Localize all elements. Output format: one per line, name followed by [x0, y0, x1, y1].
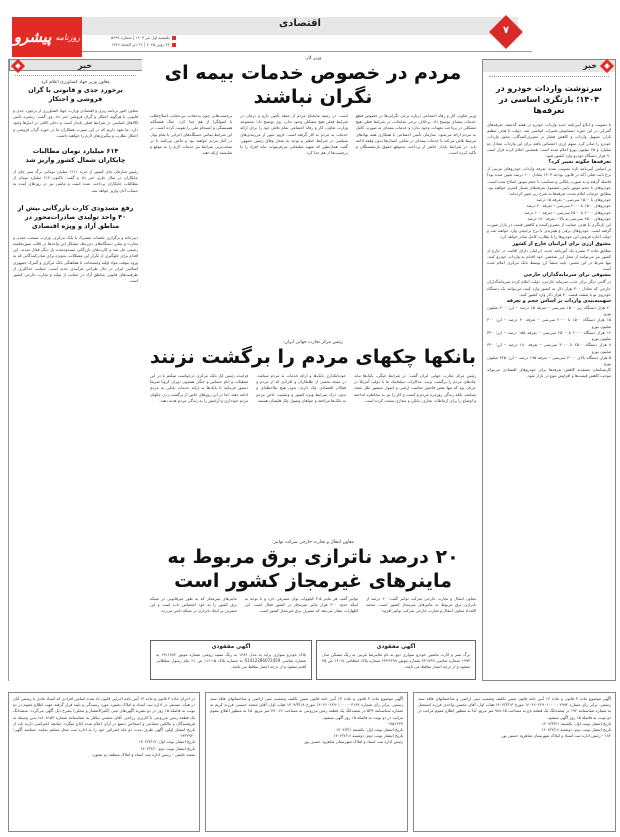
issue-info [86, 34, 176, 48]
ad-text: پلاک خودرو سواری پراید به مدل ۱۳۸۶ به رنگ سفید روغنی شماره موتور ۱۹۱۱۷۸۲ به شماره شاسی S1412286072459 به شماره پلاک ۱۵-۱۱۶ ص ۲۱ بنام رسول سلطانی اقدم مفقود و از درجه اعتبار ساقط می باشد. [156, 652, 306, 670]
ad-text: برگ سبز و کارت ماشین خودرو سواری دوو به نام غلامرضا غریبی به رنگ مشکی مدل ۱۹۹۳ شماره شاسی ۴۴۱۷۹۹ شماره موتور ۲۳۲۴۴۹۹ شماره پلاک انتظامی ۱۷-۱۴ ص ۴۵ مفقود و از درجه اعتبار ساقط می باشد. [322, 652, 471, 670]
story-col: برچسب‌هایی چون بدحجاب، بی‌حجاب، اصلاح‌طلب یا اصولگرا از هم جدا کرد. جنگ هشتگانه همبستگی و انسجام ملی را تقویت کرده است. در این شرایط تمامی دستگاه‌های اجرایی با تمام توان در کنار مردم خواهند بود و تلاش می‌کنند تا در سخت‌ترین شرایط نیز خدمات لازم را به موقع و شایسته ارائه دهند. [150, 113, 233, 156]
notice-date: تاریخ انتشار نوبت اول: یکشنبه ۱۴۰۴/۳/۲۱ [541, 720, 611, 726]
right-para-1: بر اساس آیین‌نامه تازه تصویب شده، تعرفه واردات خودروهای بنزینی از نرخ ثابت قبلی (که در قانون بودجه ۱۴۰۳ معادل ۱۰۰ درصد تعیین شده بود) فاصله گرفته و به صورت پلکانی و متناسب با حجم موتور اصلاح شده است. خودروهای با حجم موتور پایین، مشمول تعرفه‌های بسیار کمتری خواهند بود. مطابق جزئیات اعلام شده، تعرفه‌ها به شرح زیر تغییر کرده‌اند: [487, 166, 611, 197]
story-col: توانیر گفت هر ماینر ۳.۵ کیلووات توان مصرفی دارد و با توجه به اینکه حدود ۳۰۰ هزار ماینر غیرمجاز در کشور فعال است. این اظهارات نشان می‌دهد که مصرف برق غیرمجاز کشور است. [244, 596, 358, 614]
ad-title: آگهی مفقودی [376, 644, 416, 650]
notice-date: تاریخ انتشار نوبت دوم: ۱۴۰۴/۴/۱ [140, 745, 195, 751]
logo-prefix: روزنامه [55, 32, 81, 42]
lost-ad [150, 640, 312, 680]
legal-notice [413, 692, 616, 832]
issue-line-2: ۲۲ ژوئن ۲۰۲۵ | ۲۶ ذی الحجه ۱۴۴۶ [111, 42, 170, 47]
story-headline: ۲۰ درصد ناترازی برق مربوط به ماینرهای غیرمجاز کشور است [167, 546, 459, 592]
quota-item: ۲۰ هزار دستگاه زیر ۱۵۰۰ سی‌سی – تعرفه ۱۵ درصد – ارز: ۲۰۰ میلیون یورو [487, 305, 611, 317]
right-news-column [482, 59, 616, 681]
quota-item: ۱۵ هزار دستگاه ۱۵۰۰ تا ۲۰۰۰ سی‌سی – تعرفه ۴۰ درصد – ارز: ۳۰۰ میلیون یورو [487, 317, 612, 329]
bullet-icon [172, 36, 176, 40]
story-checks [150, 340, 476, 404]
newspaper-logo [12, 17, 82, 57]
left-headline-1: برخورد جدی و قانونی با گران فروشی و احتکار [28, 86, 123, 103]
story-col: فزاینده رئیس کل بانک مرکزی درخواست میکنم تا در این تعطیلات و ایام حساس و جنگی همچون دوران کرونا سریعاً دستور فرمایند تا بانک‌ها به ارائه خدمات بانکی به مردم ادامه دهند. اما در این روزهای خاص از برگشت زدن چکهای مردم خودداری و آرامش را به زندگی مردم هدیه دهند. [149, 373, 249, 403]
left-para-2: رئیس سازمان چای کشور از خرید ۱۲۱۱ میلیارد تومانی برگ سبز چای از چایکاران در سال جاری خبر داد و گفت: تاکنون ۶۱۴ میلیارد تومان از مطالبات چایکاران پرداخت شده است و مابقی نیز در روزهای آینده به حساب آنان واریز خواهد شد. [13, 169, 138, 193]
right-para-3: مطابق ماده ۳ تبصره یک آیین‌نامه جدید، ایرانیان دارای اقامت در خارج از کشور نیز می‌توانند از محل ارز شخصی خود اقدام به واردات خودرو کنند. تنها شرط در این مسیر، تایید منشأ ارز توسط بانک مرکزی اعلام شده است. [487, 247, 612, 272]
left-para-1: معاون امور برنامه ریزی و اقتصادی وزارت جهاد کشاورزی از برخورد جدی و قانونی با هرگونه احتکار و گران فروشی خبر داد. وی گفت: زنجیره تأمین کالاهای اساسی در شرایط فعلی پایدار است و ذخایر کافی در انبارها وجود دارد. ما تعهد داریم که در این صورت همکاران ما در حوزه گران فروشی و احتکار نظارت و پیگیری‌های لازم را خواهند داشت. [13, 108, 138, 138]
news-tag-bar [9, 59, 142, 71]
chevron-icon [600, 59, 614, 73]
story-col: خودبانکداری بانک‌ها و ارائه خدمات به مردم میباشد. در نتیجه بخشی از طلبکاران و افرادی که از مردم و فعالان اقتصادی چک دارند، بدون هیچ ملاحظه‌ای و بدون درک شرایط ویژه کشور و وضعیت خاص مردم به بانک‌ها مراجعه و خواهان وصول چک هایشان هستند. [256, 373, 347, 403]
issue-line-1: یکشنبه اول تیر ۱۴۰۴ | شماره ۵۶۹۹ [110, 35, 170, 40]
story-col: وزیر تعاون، کار و رفاه اجتماعی درباره برخی نگرانی‌ها در خصوص قطع خدمات بیمه‌ای توضیح داد. برخلاف برخی شایعات، در شرایط فعلی هیچ مشکلی در پرداخت تعهدات وجود ندارد و خدمات بیمه‌ای به صورت کامل به مردم ارائه می‌شود. سازمان تأمین اجتماعی با همکاری همه نهادهای مرتبط تلاش می‌کند تا خدمات بیمه‌ای در تمامی استان‌ها بدون وقفه ادامه یابد. در شرایط پایدار حاضر از پرداخت به‌موقع حقوق بازنشستگان و تأکید کرده است. [355, 113, 476, 156]
story-kicker: وزیر کار: [304, 56, 322, 61]
quota-item: ۱۲ هزار دستگاه ۲۰۰۰ تا ۲۵۰۰ سی‌سی – تعرفه ۱۵۵ درصد – ارز: ۳۴۰ میلیون یورو [487, 329, 611, 342]
notice-text: آگهی موضوع ماده ۳ قانون و ماده ۱۳ آیین نامه قانون تعیین تکلیف وضعیت ثبتی اراضی و ساختمانهای فاقد سند رسمی. برابر رای شماره ۳۱۹۴ - ۱۴۰۴۶۰۲۲۹۰۱۰۰۰ مورخ ۱۴۰۴/۳/۱۸ هیات اول، آقای محمد حسینی فرزند کریم به شماره شناسنامه ۵۳۹ در ششدانگ یک قطعه زمین مزروعی به مساحت ۷۷۰.۶۶ متر مربع. لذا به منظور اطلاع عموم مراتب در دو نوبت به فاصله ۱۵ روز آگهی میشود. [210, 696, 404, 720]
news-tag-bar [483, 60, 615, 72]
story-kicker: معاون انتقال و تجارت خارجی شرکت توانیر: [271, 540, 354, 545]
news-tag: خبر [582, 61, 597, 70]
right-para-5: کارشناسان معتقدند کاهش تعرفه‌ها برای خودروهای اقتصادی می‌تواند موجب کاهش قیمت‌ها و افزایش تنوع در بازار شود. [487, 367, 611, 379]
right-headline: سرنوشت واردات خودرو در ۱۴۰۴؛ بازنگری اساسی در تعرفه‌ها [496, 84, 602, 115]
right-intro: با تصویب و ابلاغ آیین‌نامه جدید واردات خودرو در هفته گذشته، تعرفه‌های گمرکی در این حوزه دستخوش تغییرات اساسی شد. دولت با هدف تنظیم بازار، تسهیل واردات و کاهش فشار بر مصرف‌کنندگان، مجوز واردات خودرو را صادر کرد. سهم ارزی اختصاص یافته برای این واردات معادل دو میلیارد و ۶۵ میلیون یورو اعلام شده است. همچنین اعلام کرده قرار است ۹۰ هزار دستگاه خودرو وارد کشور شود. [487, 122, 612, 159]
notice-date: تاریخ انتشار نوبت اول: ۱۴۰۴/۳/۱۷ [138, 739, 195, 745]
left-kicker-1: معاون وزیر جهاد کشاورزی اعلام کرد [41, 80, 110, 85]
section-title: اقتصادی [279, 18, 321, 29]
header-divider [82, 51, 532, 52]
notice-signature: رئیس اداره ثبت اسناد و املاک شهرستان شاهرود حسین پور [303, 739, 403, 745]
ad-title: آگهی مفقودی [211, 644, 251, 650]
notice-date: تاریخ انتشار نوبت دوم: دوشنبه ۱۴۰۴/۴/۱۶ [541, 727, 611, 733]
story-miners [150, 540, 476, 615]
tariff-item: خودروهای ۱۵۰۰ تا ۲۰۰۰ سی‌سی – تعرفه ۴۰ درصد [526, 203, 611, 209]
notice-ref: ۱۹۵۱۲۳۷ [387, 720, 403, 726]
tariff-item: خودروهای ۲۰۰۰ تا ۲۵۰۰ سی‌سی – تعرفه ۱۰۰ درصد [524, 209, 611, 215]
story-col: ماینرهای غیرمجاز که به طور غیرقانونی در شبکه برق کشور را به خود اختصاص داده است و این مصرف بر ایجاد ناترازی در شبکه دامن می‌زند. [150, 596, 237, 614]
right-subhead-3: مشوقی برای سرمایه‌گذاران خارجی [523, 272, 611, 279]
notice-text: در اجرای ماده ۳ قانون و ماده ۱۳ آیین نامه اجرایی قانون یاد شده اسامی افرادی که اسناد عادی یا رسمی آنان در هیأت مستقر در اداره ثبت اسناد و املاک بجنورد مورد رسیدگی و تایید قرار گرفته جهت اطلاع عموم در دو نوبت به فاصله ۱۵ روز در دو نشریه آگهی‌های ثبتی (کثیرالانتشار و محلی) بشرح ذیل آگهی می‌گردد. ششدانگ یک قطعه زمین مزروعی با کاربری زراعی، آقای محسن نیکبار به شناسنامه شماره ۸۱۵۳. لذا بدین وسیله به فروشندگان و مالکین مشاعی و اشخاص ذینفع در آرای اعلام شده ابلاغ میگردد چنانچه اعتراضی دارند باید از تاریخ انتشار اولین آگهی ظرف مدت دو ماه اعتراض خود را به اداره ثبت محل تسلیم نمایند. شناسه آگهی: ۱۹۳۲۹۲۰ [13, 696, 195, 739]
right-subhead-1: تعرفه‌ها چگونه تغییر کرد؟ [548, 159, 611, 166]
legal-notice [8, 692, 200, 832]
news-tag: خبر [77, 61, 92, 70]
left-headline-3: رفع مسدودی کارت بازرگانی بیش از ۴۰ واحد تولیدی صادرات‌محور در مناطق آزاد و ویژه اقتصادی [17, 203, 134, 230]
right-para-4: در گامی دیگر برای جذب سرمایه خارجی، دولت اعلام کرده سرمایه‌گذاران خارجی که معادل ۳۰۰ هزار دلار به کشور وارد کنند، می‌توانند یک دستگاه خودروی نو با سقف قیمت ۳۰ هزار دلار وارد کشور کنند. [487, 279, 611, 297]
left-news-column [8, 59, 142, 681]
story-insurance [150, 56, 476, 156]
legal-notice [205, 692, 408, 832]
chevron-icon [11, 59, 25, 73]
story-kicker: رئیس مرکز تجارت جهانی ایران: [283, 340, 343, 345]
story-headline: بانکها چکهای مردم را برگشت نزنند [149, 346, 476, 368]
story-headline: مردم در خصوص خدمات بیمه ای نگران نباشند [164, 62, 462, 108]
story-col: معاون انتقال و تجارت خارجی شرکت توانیر گفت: ۲۰ درصد از ناترازی برق مربوط به ماینرهای غیرمجاز کشور است. محمد الله‌داد معاون انتقال و تجارت خارجی شرکت توانیر افزود: [365, 596, 477, 614]
right-subhead-4: سهمیه‌بندی واردات بر اساس حجم و تعرفه [506, 298, 611, 305]
right-para-2: این بازنگری با هدف حمایت از مصرف‌کننده و کاهش قیمت در بازار صورت گرفته است. خودروهای برقی و هیبریدی با نرخ ترجیحی وارد خواهند شد و دولت اجازه فروش این خودروها را با نظارت کامل صادر خواهد کرد. [487, 222, 611, 240]
logo-main: پیشرو [13, 28, 52, 46]
tariff-item: خودروهای تا ۱۵۰۰ سی‌سی – تعرفه ۱۵ درصد [536, 197, 611, 203]
left-para-3: دبیرخانه و برگزاری جلسات مشترک با بانک مرکزی، وزارت صنعت، معدن و تجارت و سایر دستگاه‌های ذی‌ربط، مشکل این واحدها در قالب صورتجلسه رسمی حل شد و کارت‌های بازرگانی مسدودشده بار دیگر فعال شدند. این اقدام برای جلوگیری از تکرار این مشکلات، به‌ویژه برای صادرکنندگانی که به ورود موقت مواد اولیه وابسته‌اند، با هماهنگی بانک مرکزی و گمرک جمهوری اسلامی ایران در حال طراحی فرآیندی جدید است. حمایت حداکثری از ظرفیت‌های قانونی مناطق آزاد در حمایت از تولید و تجارت خارجی کشور است. [13, 234, 138, 284]
right-subhead-2: مشوق ارزی برای ایرانیان خارج از کشور [512, 240, 611, 247]
notice-signature: ۱۸۲ - رئیس اداره ثبت اسناد و املاک شهرستان شاهرود حسین پور [501, 733, 611, 739]
story-col: رئیس مرکز تجارت جهانی ایران گفت: در شرایط جنگی، بانک‌ها نباید چک‌های مردم را برگشت بزنند. مذاکرات دیپلماتیک ما با دولت آمریکا در جریان بود که تنها نقض فاحش تمامیت ارضی و اصول منشور ملل متحد میباشد. بلکه زندگی روزمره مردم و کسب و کار را نیز به مخاطره انداخته و اوضاع را برای ارتباطات تجاری، بانکی و مجازی سخت کرده است. [354, 373, 476, 403]
lost-ad [316, 640, 476, 680]
notice-date: تاریخ انتشار نوبت دوم: دوشنبه ۱۴۰۴/۴/۱۶ [333, 733, 403, 739]
notice-date: تاریخ انتشار نوبت اول: یکشنبه ۱۴۰۴/۴/۱ [335, 727, 403, 733]
quota-item: ۵ هزار دستگاه بالای ۳۰۰۰ سی‌سی – تعرفه ۱۹۵ درصد – ارز: ۳۲۵ میلیون یورو [487, 354, 612, 366]
page-number: ۷ [502, 25, 510, 36]
tariff-item: خودروهای ۲۵۰۰ سی‌سی به بالا – تعرفه ۱۸۰ درصد [527, 215, 611, 221]
left-headline-2: ۶۱۴ میلیارد تومان مطالبات چایکاران شمال کشور واریز شد [25, 147, 126, 165]
quota-item: ۸ هزار دستگاه ۲۵۰۰ تا ۳۰۰۰ سی‌سی – تعرفه ۱۸۰ درصد – ارز: ۳۴۰ میلیون یورو [487, 342, 612, 354]
notice-signature: سعید خلیقی - رییس اداره ثبت اسناد و املاک منطقه دو بجنورد [91, 751, 195, 757]
story-col: است. در زمینه مایحتاج مردم از جمله تأمین دارو و درمان در شرایط فعلی هیچ مشکلی وجود ندارد. وی توضیح داد: مجموعه وزارت تعاون، کار و رفاه اجتماعی تمام تلاش خود را برای ارائه خدمات به مردم به کار گرفته است. لزوم عبور از مرزبندی‌های سیاسی در شرایط خطیر و توجه به شعار وفاق رئیس جمهور، گفت همان‌طور که شهید سلیمانی می‌فرمودند نباید افراد را با برچسب‌ها از هم جدا کرد. [240, 113, 348, 156]
notice-text: آگهی موضوع ماده ۳ قانون و ماده ۱۳ آیین نامه قانون تعیین تکلیف وضعیت ثبتی اراضی و ساختمانهای فاقد سند رسمی. برابر رای شماره ۲۹۹۲ - ۱۴۰۴۶۰۲۲۹۰۱۰۰۰ مورخ ۱۴۰۴/۳/۱۳ هیات اول، آقای محسن واحدی فرزند اسمعیل به شماره شناسنامه ۱۹۲ در ششدانگ یک قطعه باغ به مساحت ۹۸۸.۲۵ متر مربع. لذا به منظور اطلاع عموم مراتب در دو نوبت به فاصله ۱۵ روز آگهی میشود. [418, 696, 612, 720]
bullet-icon [172, 43, 176, 47]
